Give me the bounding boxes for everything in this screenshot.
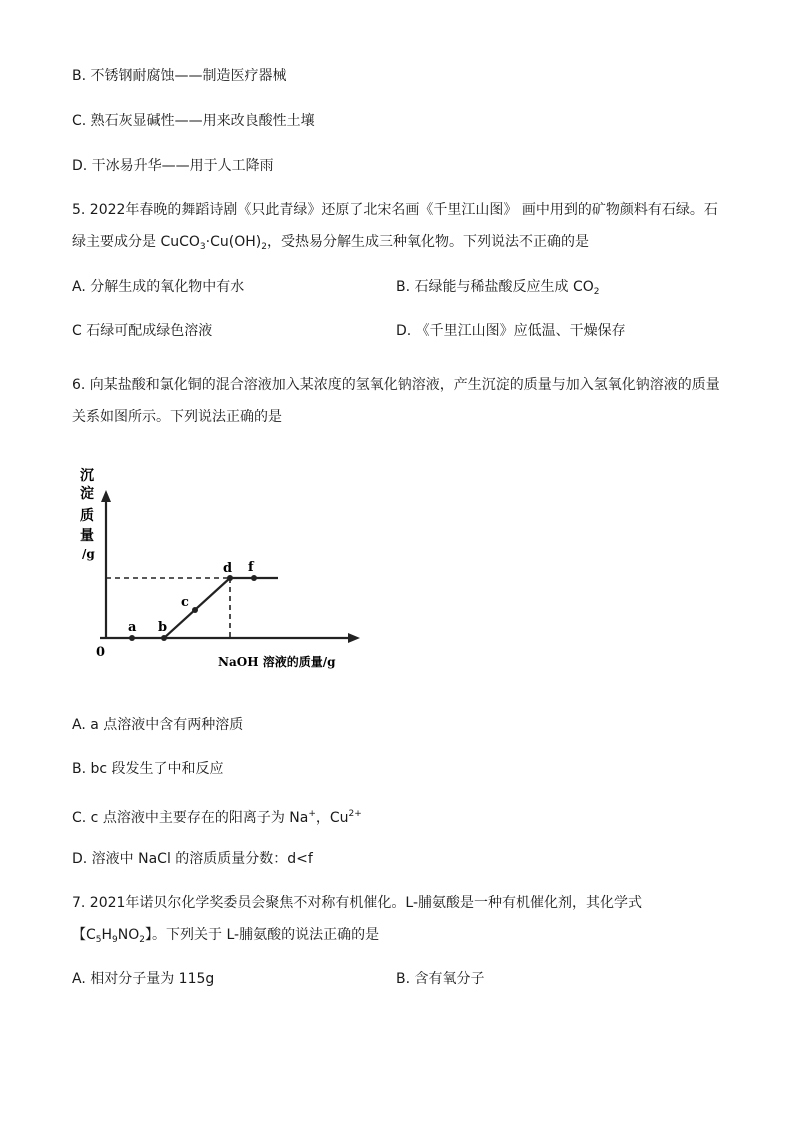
q5-stem-line1: 5. 2022年春晚的舞蹈诗剧《只此青绿》还原了北宋名画《千里江山图》 画中用到的矿物颜料有石绿。石 [72,202,718,218]
q7-option-b: B. 含有氧分子 [396,971,485,987]
label-d: d [223,561,233,576]
q6-option-c: C. c 点溶液中主要存在的阳离子为 Na+，$Cu^{2+}$ [72,809,362,826]
origin-label: 0 [96,645,106,660]
q4-option-c: C. 熟石灰显碱性——用来改良酸性土壤 [72,113,315,129]
label-a: a [128,620,137,635]
y-axis-arrow [101,490,111,502]
q6-stem-line1: 6. 向某盐酸和氯化铜的混合溶液加入某浓度的氢氧化钠溶液，产生沉淀的质量与加入氢氧化钠溶液的质量 [72,377,720,393]
point-c [192,607,198,613]
y-label-1: 沉 [80,468,94,484]
q6-option-b: B. bc 段发生了中和反应 [72,761,224,777]
q6-stem-line2: 关系如图所示。下列说法正确的是 [72,409,282,425]
label-b: b [158,620,168,635]
q5-option-c: C 石绿可配成绿色溶液 [72,323,213,339]
q6-option-a: A. a 点溶液中含有两种溶质 [72,717,244,733]
point-f [251,575,257,581]
q7-stem-line2: 【$C_5H_9NO_2$】。下列关于 L-脯氨酸的说法正确的是 [72,927,380,945]
y-label-4: 量 [80,528,94,544]
q5-option-b: B. 石绿能与稀盐酸反应生成 $CO_2$ [396,279,600,297]
y-label-2: 淀 [80,486,94,502]
q4-option-b: B. 不锈钢耐腐蚀——制造医疗器械 [72,68,287,84]
x-axis-arrow [348,633,360,643]
label-c: c [181,595,189,610]
q6-option-d: D. 溶液中 NaCl 的溶质质量分数：d<f [72,851,313,867]
q7-option-a: A. 相对分子量为 115g [72,971,215,987]
point-a [129,635,135,641]
y-label-3: 质 [80,508,94,524]
label-f: f [248,560,254,575]
q5-option-d: D. 《千里江山图》应低温、干燥保存 [396,323,626,339]
y-label-unit: /g [82,547,95,561]
q5-stem-line2: 绿主要成分是 $CuCO_3\cdot Cu(OH)_2$，受热易分解生成三种氧化物。下列说法不正确的是 [72,234,589,252]
q4-option-d: D. 干冰易升华——用于人工降雨 [72,158,274,174]
precipitate-graph [72,460,372,680]
q5-option-a: A. 分解生成的氧化物中有水 [72,279,245,295]
point-b [161,635,167,641]
q7-stem-line1: 7. 2021年诺贝尔化学奖委员会聚焦不对称有机催化。L-脯氨酸是一种有机催化剂，其化学式 [72,895,643,911]
x-axis-label: NaOH 溶液的质量/g [218,655,336,669]
